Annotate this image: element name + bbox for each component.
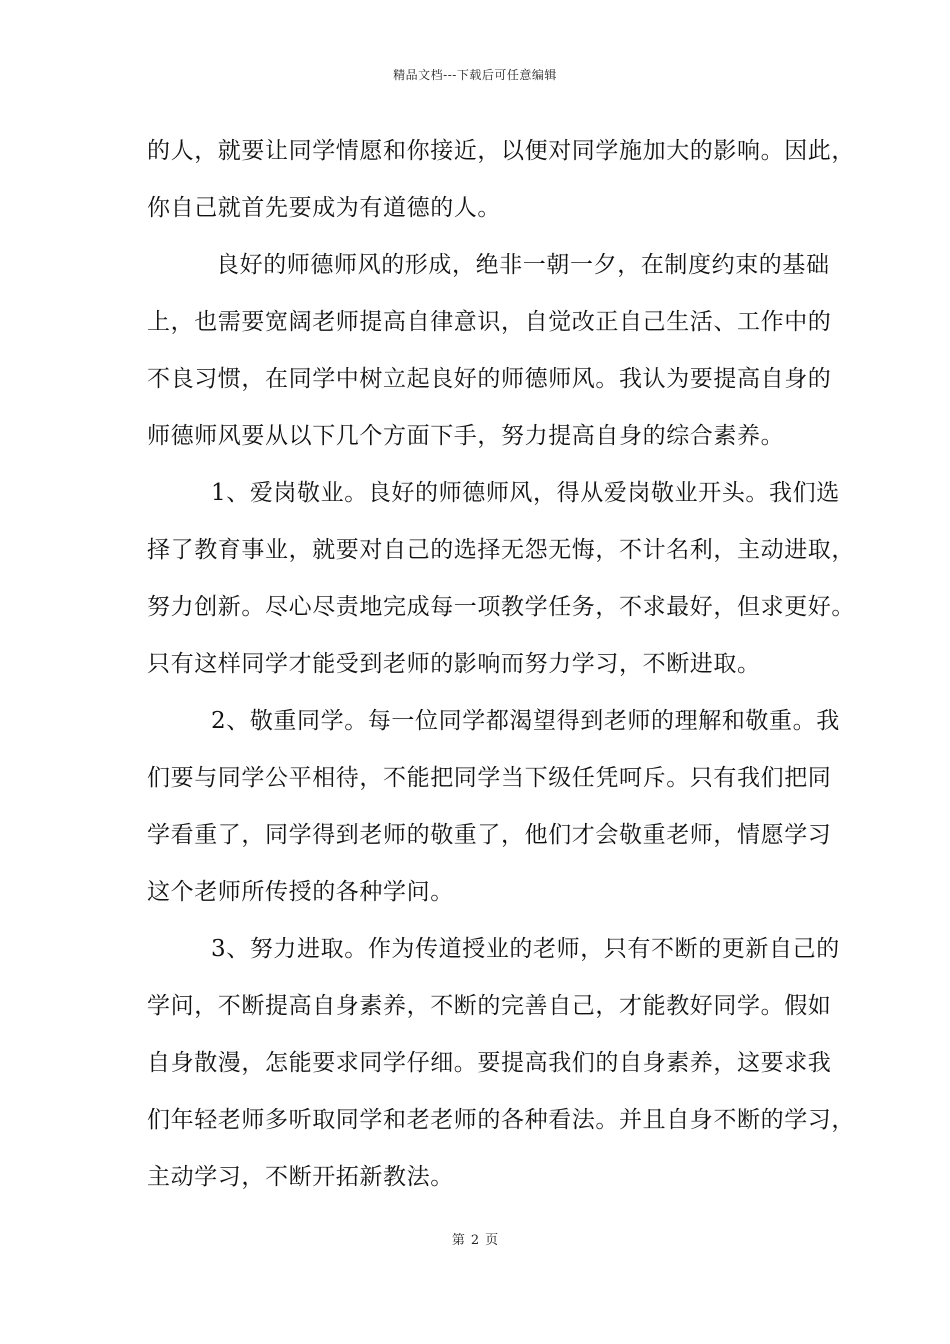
text-line: 不良习惯，在同学中树立起良好的师德师风。我认为要提高自身的: [147, 366, 832, 392]
page-footer: [0, 1229, 950, 1248]
text-line: 们要与同学公平相待，不能把同学当下级任凭呵斥。只有我们把同: [147, 765, 832, 791]
text-line: 你自己就首先要成为有道德的人。: [147, 195, 501, 221]
page-number: 2: [470, 1233, 480, 1248]
page-header: 精品文档---下载后可任意编辑: [393, 68, 557, 82]
text-line: 师德师风要从以下几个方面下手，努力提高自身的综合素养。: [147, 423, 785, 449]
text-line: 自身散漫，怎能要求同学仔细。要提高我们的自身素养，这要求我: [147, 1050, 832, 1076]
text-line: 只有这样同学才能受到老师的影响而努力学习，不断进取。: [147, 651, 761, 677]
text-line: 这个老师所传授的各种学问。: [147, 879, 454, 905]
text-line: 2、敬重同学。每一位同学都渴望得到老师的理解和敬重。我: [211, 708, 840, 734]
text-line: 3、努力进取。作为传道授业的老师，只有不断的更新自己的: [211, 936, 840, 962]
text-line: 择了教育事业，就要对自己的选择无怨无悔，不计名利，主动进取，: [147, 537, 855, 563]
text-line: 上，也需要宽阔老师提高自律意识，自觉改正自己生活、工作中的: [147, 309, 832, 335]
page-label-suffix: 页: [485, 1233, 499, 1248]
text-line: 学问，不断提高自身素养，不断的完善自己，才能教好同学。假如: [147, 993, 832, 1019]
text-line: 学看重了，同学得到老师的敬重了，他们才会敬重老师，情愿学习: [147, 822, 832, 848]
text-line: 良好的师德师风的形成，绝非一朝一夕，在制度约束的基础: [216, 252, 830, 278]
text-line: 主动学习，不断开拓新教法。: [147, 1164, 454, 1190]
text-line: 的人，就要让同学情愿和你接近，以便对同学施加大的影响。因此，: [147, 138, 855, 164]
text-line: 们年轻老师多听取同学和老老师的各种看法。并且自身不断的学习，: [147, 1107, 855, 1133]
page-label-prefix: 第: [451, 1233, 465, 1248]
text-line: 1、爱岗敬业。良好的师德师风，得从爱岗敬业开头。我们选: [211, 480, 840, 506]
text-line: 努力创新。尽心尽责地完成每一项教学任务，不求最好，但求更好。: [147, 594, 855, 620]
